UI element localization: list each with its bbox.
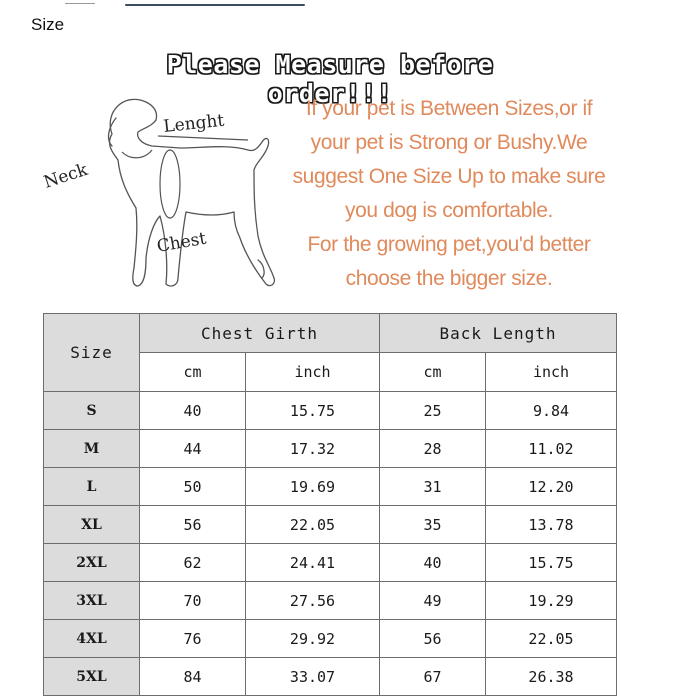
back-cm-cell: 35 (380, 506, 486, 544)
advice-line: If your pet is Between Sizes,or if (305, 97, 593, 120)
table-row (44, 506, 617, 544)
back-length-header: Back Length (380, 314, 617, 353)
back-inch-cell: 15.75 (486, 544, 617, 582)
chest-cm-cell: 62 (140, 544, 246, 582)
back-cm-cell: 56 (380, 620, 486, 658)
back-inch-cell: 19.29 (486, 582, 617, 620)
size-column-header: Size (44, 314, 140, 392)
neck-label: Neck (41, 159, 91, 193)
back-cm-cell: 31 (380, 468, 486, 506)
advice-line: choose the bigger size. (345, 267, 553, 290)
table-row (44, 620, 617, 658)
size-cell: L (44, 468, 140, 506)
advice-line: suggest One Size Up to make sure (292, 165, 606, 188)
size-cell: M (44, 430, 140, 468)
chest-cm-cell: 56 (140, 506, 246, 544)
chest-inch-cell: 17.32 (246, 430, 380, 468)
back-inch-cell: 9.84 (486, 392, 617, 430)
size-cell: S (44, 392, 140, 430)
chest-cm-cell: 44 (140, 430, 246, 468)
size-chart-table (43, 313, 617, 696)
chest-inch-cell: 24.41 (246, 544, 380, 582)
back-inch-cell: 11.02 (486, 430, 617, 468)
table-row (44, 468, 617, 506)
back-inch-cell: 12.20 (486, 468, 617, 506)
table-row (44, 544, 617, 582)
size-cell: 4XL (44, 620, 140, 658)
measure-headline: Please Measure before order!!! (166, 50, 494, 108)
length-line (158, 136, 248, 140)
section-label: Size (31, 15, 65, 34)
table-row (44, 392, 617, 430)
chest-inch-cell: 27.56 (246, 582, 380, 620)
top-divider (0, 0, 700, 8)
back-cm-cell: 25 (380, 392, 486, 430)
table-row (44, 430, 617, 468)
unit-header: cm (380, 353, 486, 392)
chest-inch-cell: 29.92 (246, 620, 380, 658)
back-inch-cell: 13.78 (486, 506, 617, 544)
sizing-advice (288, 92, 610, 296)
back-cm-cell: 67 (380, 658, 486, 696)
size-cell: 5XL (44, 658, 140, 696)
chest-inch-cell: 15.75 (246, 392, 380, 430)
chest-cm-cell: 84 (140, 658, 246, 696)
back-cm-cell: 49 (380, 582, 486, 620)
chest-cm-cell: 70 (140, 582, 246, 620)
back-inch-cell: 22.05 (486, 620, 617, 658)
chest-girth-header: Chest Girth (140, 314, 380, 353)
table-row (44, 582, 617, 620)
back-cm-cell: 40 (380, 544, 486, 582)
size-cell: XL (44, 506, 140, 544)
chest-label: Chest (155, 228, 208, 257)
chest-cm-cell: 76 (140, 620, 246, 658)
chest-cm-cell: 50 (140, 468, 246, 506)
chest-inch-cell: 19.69 (246, 468, 380, 506)
chest-ellipse (160, 150, 180, 218)
divider-line-right (125, 4, 305, 6)
unit-header: inch (486, 353, 617, 392)
chest-cm-cell: 40 (140, 392, 246, 430)
dog-measurement-diagram (40, 88, 290, 303)
advice-line: you dog is comfortable. (345, 199, 553, 222)
unit-header: inch (246, 353, 380, 392)
chest-inch-cell: 22.05 (246, 506, 380, 544)
back-inch-cell: 26.38 (486, 658, 617, 696)
size-cell: 3XL (44, 582, 140, 620)
divider-line-left (65, 3, 95, 4)
size-cell: 2XL (44, 544, 140, 582)
advice-line: For the growing pet,you'd better (307, 233, 591, 256)
neck-line (122, 150, 152, 158)
table-row (44, 658, 617, 696)
advice-line: your pet is Strong or Bushy.We (310, 131, 588, 154)
back-cm-cell: 28 (380, 430, 486, 468)
length-label: Lenght (162, 110, 226, 137)
unit-header: cm (140, 353, 246, 392)
chest-inch-cell: 33.07 (246, 658, 380, 696)
